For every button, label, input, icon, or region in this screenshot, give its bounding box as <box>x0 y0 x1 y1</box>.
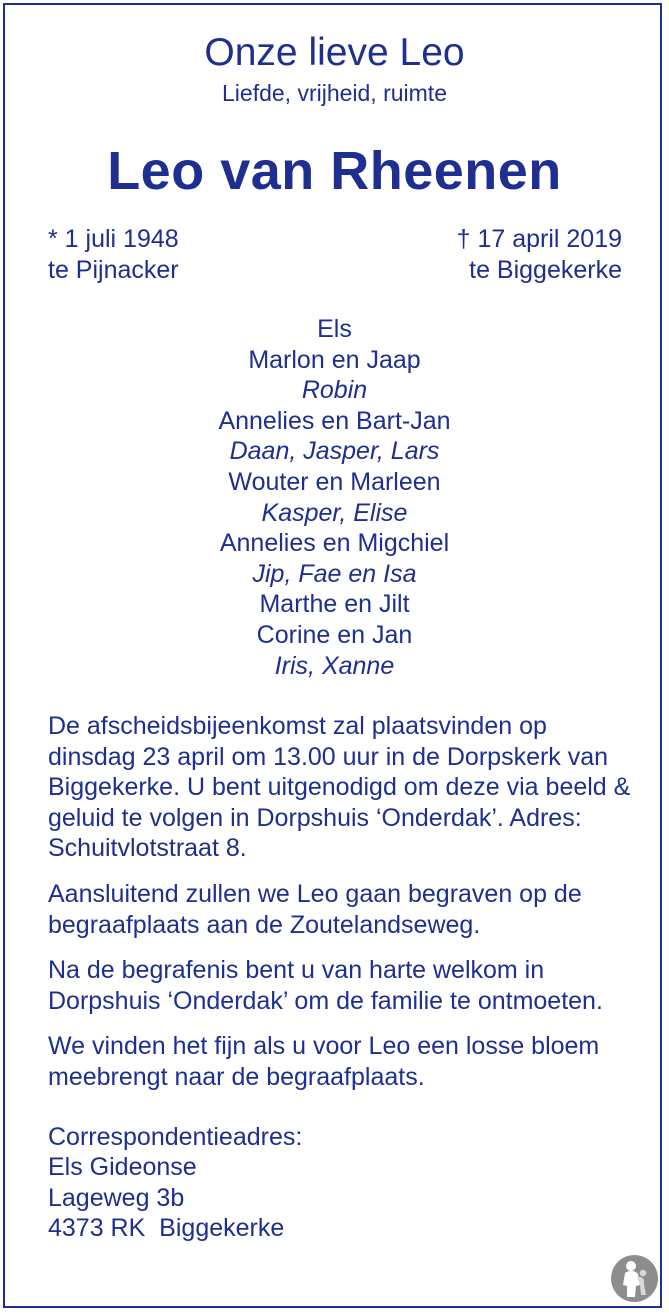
birth-info <box>48 224 179 286</box>
memorial-logo[interactable] <box>611 1255 658 1302</box>
grandchildren: Kasper, Elise <box>261 498 408 527</box>
correspondence-address <box>48 1152 638 1244</box>
reception-paragraph: Na de begrafenis bent u van harte welkom in Dorpshuis ‘Onderdak’ om de familie te ontmoeten. <box>48 956 603 1015</box>
correspondence-label: Correspondentieadres: <box>48 1122 303 1151</box>
deceased-name: Leo van Rheenen <box>107 141 562 201</box>
grandchildren: Iris, Xanne <box>274 651 395 680</box>
address-line: Lageweg 3b <box>48 1183 185 1212</box>
flowers-paragraph: We vinden het fijn als u voor Leo een losse bloem meebrengt naar de begraafplaats. <box>48 1032 600 1091</box>
burial-paragraph: Aansluitend zullen we Leo gaan begraven op de begraafplaats aan de Zoutelandseweg. <box>48 879 582 939</box>
family-member: Marthe en Jilt <box>259 590 410 619</box>
family-member: Annelies en Migchiel <box>219 529 450 558</box>
ceremony-paragraph: De afscheidsbijeenkomst zal plaatsvinden op dinsdag 23 april om 13.00 uur in de Dorpskerk van Biggekerke. U bent uitgenodigd om deze via beeld & geluid te volgen in Dorpshuis ‘Onderdak’. Adres: Schuitvlotstraat 8. <box>48 712 631 863</box>
birth-place: te Pijnacker <box>48 256 179 284</box>
notice-subtitle: Onze lieve Leo <box>204 31 465 74</box>
notice-motto: Liefde, vrijheid, ruimte <box>222 80 447 106</box>
family-list <box>0 314 669 681</box>
death-date: † 17 april 2019 <box>456 225 622 253</box>
family-member: Marlon en Jaap <box>248 345 421 374</box>
family-member: Wouter en Marleen <box>228 467 441 496</box>
birth-date: * 1 juli 1948 <box>48 225 179 253</box>
death-info <box>457 224 622 286</box>
address-line: Els Gideonse <box>48 1153 197 1182</box>
family-member: Corine en Jan <box>256 620 413 649</box>
grandchildren: Robin <box>301 376 368 405</box>
memorial-figure-icon <box>611 1255 658 1302</box>
family-member: Els <box>317 315 352 343</box>
death-place: te Biggekerke <box>469 256 622 284</box>
grandchildren: Daan, Jasper, Lars <box>229 437 440 466</box>
grandchildren: Jip, Fae en Isa <box>252 559 417 588</box>
address-line: 4373 RK Biggekerke <box>48 1214 285 1243</box>
family-member: Annelies en Bart-Jan <box>218 406 451 435</box>
notice-body <box>48 711 638 1244</box>
